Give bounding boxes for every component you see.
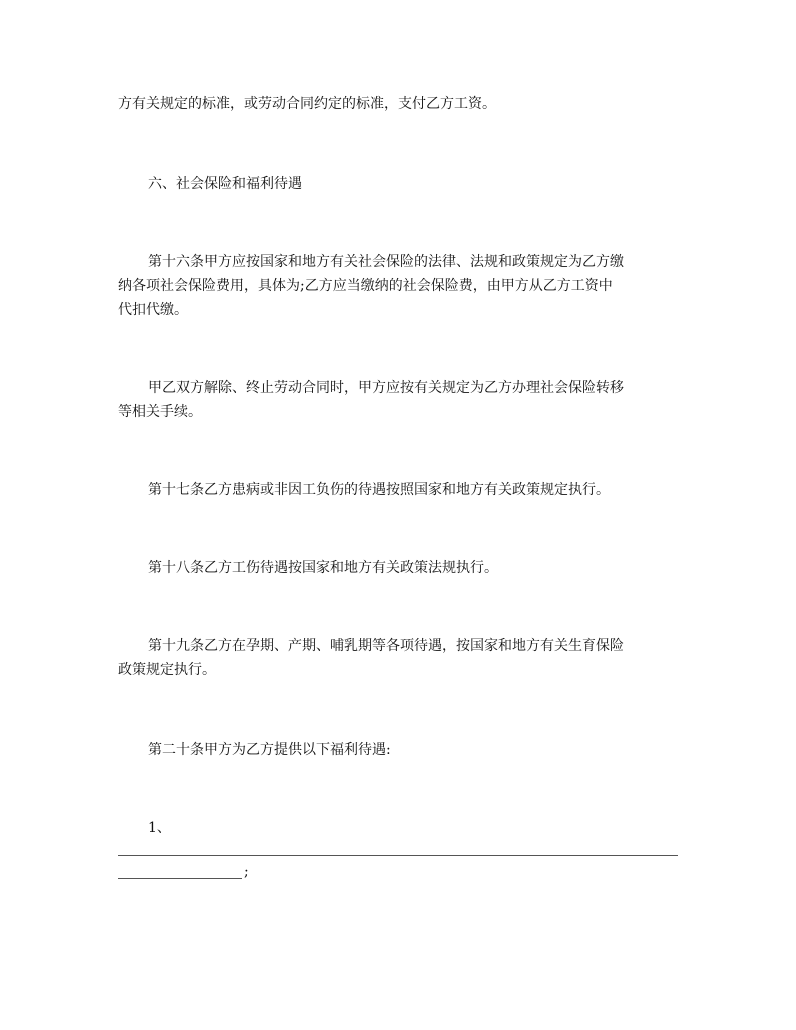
fill-in-blank-line <box>118 855 678 856</box>
text-line: 第十七条乙方患病或非因工负伤的待遇按照国家和地方有关政策规定执行。 <box>148 482 610 498</box>
text-line: 第十六条甲方应按国家和地方有关社会保险的法律、法规和政策规定为乙方缴 <box>148 254 624 270</box>
text-line: 方有关规定的标准，或劳动合同约定的标准，支付乙方工资。 <box>118 96 496 112</box>
paragraph-article-16 <box>118 250 680 322</box>
text-line: 第十八条乙方工伤待遇按国家和地方有关政策法规执行。 <box>148 560 498 576</box>
text-line: 六、社会保险和福利待遇 <box>148 176 302 192</box>
paragraph-article-19 <box>118 634 680 682</box>
paragraph-article-18 <box>118 556 680 580</box>
fill-in-blank-line-short <box>118 878 242 879</box>
section-heading-social-insurance <box>118 172 680 196</box>
text-line: 等相关手续。 <box>118 404 202 420</box>
text-line: 甲乙双方解除、终止劳动合同时，甲方应按有关规定为乙方办理社会保险转移 <box>148 380 624 396</box>
text-line: 代扣代缴。 <box>118 302 188 318</box>
blank-end-semicolon: ; <box>244 864 249 880</box>
paragraph-wage-standard <box>118 92 680 116</box>
list-item-1-label <box>118 816 680 840</box>
text-line: 纳各项社会保险费用，具体为;乙方应当缴纳的社会保险费，由甲方从乙方工资中 <box>118 278 613 294</box>
paragraph-insurance-transfer <box>118 376 680 424</box>
text-line: 第十九条乙方在孕期、产期、哺乳期等各项待遇，按国家和地方有关生育保险 <box>148 638 624 654</box>
text-line: 1、 <box>148 820 171 836</box>
paragraph-article-20 <box>118 738 680 762</box>
text-line: 第二十条甲方为乙方提供以下福利待遇: <box>148 742 391 758</box>
text-line: 政策规定执行。 <box>118 662 216 678</box>
paragraph-article-17 <box>118 478 680 502</box>
